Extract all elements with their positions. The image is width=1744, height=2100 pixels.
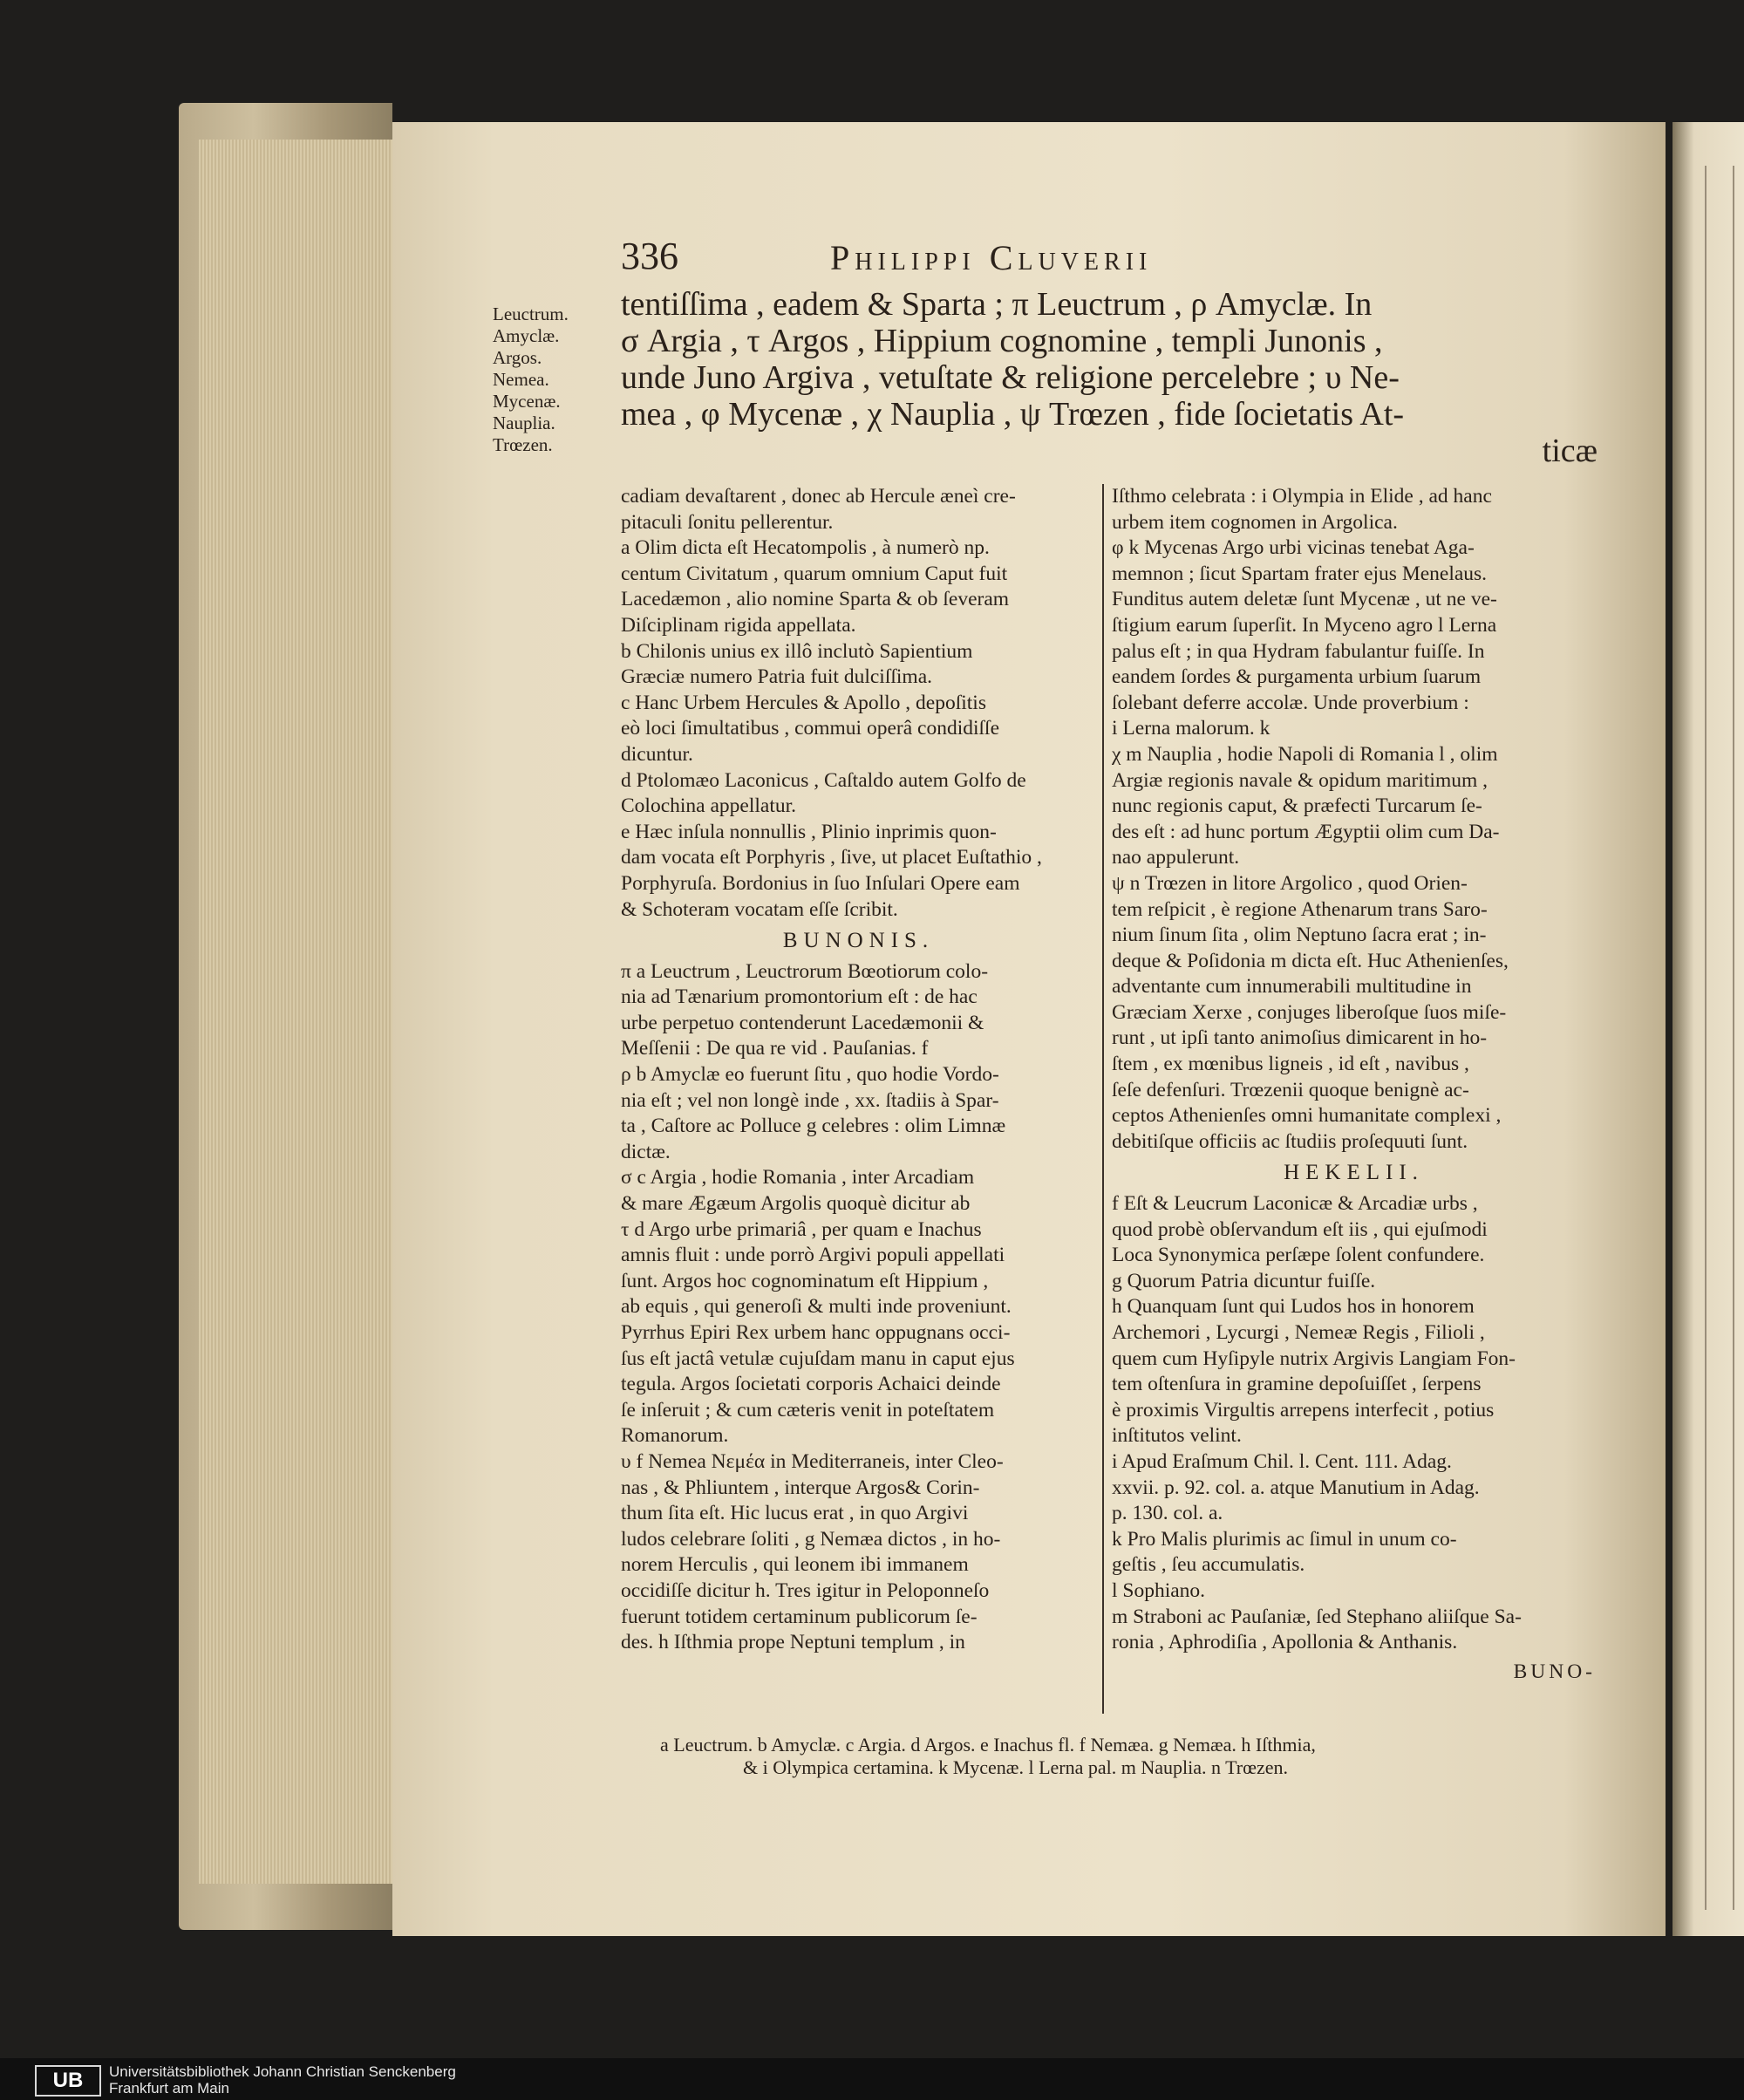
text-line: ſus eſt jactâ vetulæ cujuſdam manu in caput ejus: [621, 1347, 1015, 1370]
text-line: υ f Nemea Νεμέα in Mediterraneis, inter Cleo-: [621, 1449, 1004, 1473]
section-heading: HEKELII.: [1284, 1161, 1424, 1185]
text-line: nia eſt ; vel non longè inde , xx. ſtadiis à Spar-: [621, 1088, 999, 1112]
footer-note-line: & i Olympica certamina. k Mycenæ. l Lerna pal. m Nauplia. n Trœzen.: [743, 1756, 1289, 1778]
text-line: urbe perpetuo contenderunt Lacedæmonii &: [621, 1011, 984, 1034]
text-line: cadiam devaſtarent , donec ab Hercule æneì cre-: [621, 485, 1016, 508]
facing-page-border: [1705, 166, 1734, 1910]
text-line: π a Leuctrum , Leuctrorum Bœotiorum colo-: [621, 959, 989, 983]
main-text-line: ticæ: [1542, 433, 1598, 469]
footer-note-line: a Leuctrum. b Amyclæ. c Argia. d Argos. e Inachus fl. f Nemæa. g Nemæa. h Iſthmia,: [660, 1734, 1316, 1756]
text-line: occidiſſe dicitur h. Tres igitur in Peloponneſo: [621, 1578, 990, 1602]
text-line: nium ſinum ſita , olim Neptuno ſacra erat ; in-: [1112, 924, 1487, 947]
text-line: h Quanquam ſunt qui Ludos hos in honorem: [1112, 1295, 1475, 1319]
text-line: nia ad Tænarium promontorium eſt : de hac: [621, 985, 978, 1009]
text-line: d Ptolomæo Laconicus , Caſtaldo autem Golfo de: [621, 768, 1026, 792]
text-line: xxvii. p. 92. col. a. atque Manutium in Adag.: [1112, 1476, 1480, 1499]
text-line: eò loci ſimultatibus , commui operâ condidiſſe: [621, 717, 1000, 740]
text-line: Romanorum.: [621, 1424, 729, 1448]
main-text-line: σ Argia , τ Argos , Hippium cognomine , templi Junonis ,: [621, 323, 1383, 359]
text-line: Argiæ regionis navale & opidum maritimum ,: [1112, 768, 1488, 792]
text-line: p. 130. col. a.: [1112, 1502, 1223, 1525]
text-line: nunc regionis caput, & præfecti Turcarum ſe-: [1112, 794, 1482, 818]
library-name-line: Universitätsbibliothek Johann Christian Senckenberg: [109, 2063, 456, 2080]
margin-note: Amyclæ.: [493, 325, 560, 346]
text-line: ab equis , qui generoſi & multi inde proveniunt.: [621, 1295, 1012, 1319]
text-line: g Quorum Patria dicuntur fuiſſe.: [1112, 1269, 1376, 1292]
margin-notes: [493, 303, 606, 456]
text-line: Porphyruſa. Bordonius in ſuo Inſulari Opere eam: [621, 871, 1020, 895]
text-line: tegula. Argos ſocietati corporis Achaici deinde: [621, 1373, 1001, 1396]
ub-logo: UB: [35, 2065, 101, 2097]
text-line: urbem item cognomen in Argolica.: [1112, 510, 1398, 534]
text-line: Diſciplinam rigida appellata.: [621, 613, 856, 637]
text-line: palus eſt ; in qua Hydram fabulantur fuiſſe. In: [1112, 639, 1485, 663]
right-column: [1112, 484, 1596, 1685]
margin-note: Trœzen.: [493, 434, 553, 455]
text-line: Colochina appellatur.: [621, 794, 797, 818]
text-line: norem Herculis , qui leonem ibi immanem: [621, 1553, 969, 1577]
margin-note: Nauplia.: [493, 412, 555, 433]
text-line: a Olim dicta eſt Hecatompolis , à numerò np.: [621, 536, 990, 560]
library-name: [109, 2063, 456, 2097]
margin-note: Argos.: [493, 347, 542, 368]
text-line: ſtem , ex mœnibus ligneis , id eſt , navibus ,: [1112, 1053, 1469, 1076]
text-line: tem reſpicit , è regione Athenarum trans Saro-: [1112, 897, 1488, 921]
section-heading: BUNONIS.: [782, 929, 935, 953]
text-line: quem cum Hyſipyle nutrix Argivis Langiam Fon-: [1112, 1347, 1516, 1370]
text-line: nas , & Phliuntem , interque Argos& Corin-: [621, 1476, 980, 1499]
text-line: ronia , Aphrodiſia , Apollonia & Anthanis.: [1112, 1631, 1458, 1654]
text-line: quod probè obſervandum eſt iis , qui ejuſmodi: [1112, 1217, 1488, 1241]
running-head: [621, 234, 1371, 286]
margin-note: Nemea.: [493, 369, 549, 390]
text-line: Archemori , Lycurgi , Nemeæ Regis , Filioli ,: [1112, 1321, 1485, 1344]
text-line: è proximis Virgultis arrepens interfecit , potius: [1112, 1398, 1495, 1422]
text-line: ſunt. Argos hoc cognominatum eſt Hippium ,: [621, 1269, 989, 1292]
text-line: runt , ut ipſi tanto animoſius dimicarent in ho-: [1112, 1026, 1488, 1050]
main-text-line: mea , φ Mycenæ , χ Nauplia , ψ Trœzen , fide ſocietatis At-: [621, 396, 1405, 433]
text-line: pitaculi ſonitu pellerentur.: [621, 510, 834, 534]
text-line: tem oſtenſura in gramine depoſuiſſet , ſerpens: [1112, 1373, 1482, 1396]
text-line: k Pro Malis plurimis ac ſimul in unum co-: [1112, 1527, 1457, 1551]
page-stack: [199, 140, 399, 1884]
text-line: ſtigium earum ſuperſit. In Myceno agro l Lerna: [1112, 613, 1497, 637]
library-bar: [0, 2058, 1744, 2100]
text-line: Funditus autem deletæ ſunt Mycenæ , ut ne ve-: [1112, 588, 1497, 611]
text-line: des eſt : ad hunc portum Ægyptii olim cum Da-: [1112, 820, 1500, 843]
text-line: & mare Ægæum Argolis quoquè dicitur ab: [621, 1192, 971, 1216]
catchword: BUNO-: [1513, 1660, 1596, 1683]
text-line: inſtitutos velint.: [1112, 1424, 1242, 1448]
text-line: ſeſe defenſuri. Trœzenii quoque benignè ac-: [1112, 1078, 1469, 1101]
text-line: ſolebant deferre accolæ. Unde proverbium :: [1112, 691, 1469, 714]
column-rule: [1102, 484, 1104, 1714]
margin-note: Leuctrum.: [493, 303, 569, 324]
text-line: τ d Argo urbe primariâ , per quam e Inachus: [621, 1217, 982, 1241]
text-line: geſtis , ſeu accumulatis.: [1112, 1553, 1305, 1577]
main-text-line: unde Juno Argiva , vetuſtate & religione percelebre ; υ Ne-: [621, 359, 1400, 396]
running-title: Philippi Cluverii: [830, 238, 1153, 277]
text-line: Græciæ numero Patria fuit dulciſſima.: [621, 665, 932, 689]
text-line: σ c Argia , hodie Romania , inter Arcadiam: [621, 1166, 975, 1190]
text-line: dam vocata eſt Porphyris , ſive, ut placet Euſtathio ,: [621, 846, 1042, 869]
text-line: amnis fluit : unde porrò Argivi populi appellati: [621, 1244, 1005, 1267]
text-line: χ m Nauplia , hodie Napoli di Romania l , olim: [1112, 742, 1498, 766]
text-line: & Schoteram vocatam eſſe ſcribit.: [621, 897, 898, 921]
text-line: dicuntur.: [621, 742, 693, 766]
text-line: c Hanc Urbem Hercules & Apollo , depoſitis: [621, 691, 986, 714]
library-location-line: Frankfurt am Main: [109, 2080, 229, 2097]
text-line: e Hæc inſula nonnullis , Plinio inprimis quon-: [621, 820, 997, 843]
text-line: ρ b Amyclæ eo fuerunt ſitu , quo hodie Vordo-: [621, 1063, 999, 1087]
text-line: b Chilonis unius ex illô inclutò Sapientium: [621, 639, 973, 663]
text-line: Pyrrhus Epiri Rex urbem hanc oppugnans occi-: [621, 1321, 1011, 1344]
text-line: ta , Caſtore ac Polluce g celebres : olim Limnæ: [621, 1115, 1006, 1138]
text-line: Iſthmo celebrata : i Olympia in Elide , ad hanc: [1112, 485, 1492, 508]
text-line: ψ n Trœzen in litore Argolico , quod Orien-: [1112, 871, 1468, 895]
text-line: adventante cum innumerabili multitudine in: [1112, 975, 1472, 999]
text-line: Lacedæmon , alio nomine Sparta & ob ſeveram: [621, 588, 1010, 611]
text-line: ſe inſeruit ; & cum cæteris venit in poteſtatem: [621, 1398, 995, 1422]
text-line: φ k Mycenas Argo urbi vicinas tenebat Aga-: [1112, 536, 1475, 560]
text-line: ludos celebrare ſoliti , g Nemæa dictos , in ho-: [621, 1527, 1001, 1551]
text-line: nao appulerunt.: [1112, 846, 1240, 869]
text-line: des. h Iſthmia prope Neptuni templum , in: [621, 1631, 965, 1654]
text-line: f Eſt & Leucrum Laconicæ & Arcadiæ urbs ,: [1112, 1192, 1478, 1216]
text-line: Græciam Xerxe , conjuges liberoſque ſuos miſe-: [1112, 1000, 1507, 1024]
text-line: m Straboni ac Pauſaniæ, ſed Stephano aliiſque Sa-: [1112, 1605, 1522, 1628]
text-line: dictæ.: [621, 1140, 671, 1163]
text-line: l Sophiano.: [1112, 1578, 1206, 1602]
text-line: ceptos Athenienſes omni humanitate complexi ,: [1112, 1104, 1502, 1128]
main-text-line: tentiſſima , eadem & Sparta ; π Leuctrum , ρ Amyclæ. In: [621, 286, 1373, 323]
text-line: deque & Poſidonia m dicta eſt. Huc Athenienſes,: [1112, 949, 1509, 972]
text-line: fuerunt totidem certaminum publicorum ſe-: [621, 1605, 978, 1628]
text-line: Loca Synonymica perſæpe ſolent confundere.: [1112, 1244, 1485, 1267]
text-line: centum Civitatum , quarum omnium Caput fuit: [621, 562, 1008, 585]
margin-note: Mycenæ.: [493, 391, 561, 412]
footer-notes: [660, 1734, 1550, 1779]
page-number: 336: [621, 235, 678, 277]
text-line: debitiſque officiis ac ſtudiis proſequuti ſunt.: [1112, 1129, 1468, 1153]
text-line: memnon ; ſicut Spartam frater ejus Menelaus.: [1112, 562, 1488, 585]
text-line: Meſſenii : De qua re vid . Pauſanias. f: [621, 1037, 929, 1060]
text-line: eandem ſordes & purgamenta urbium ſuarum: [1112, 665, 1482, 689]
text-line: thum ſita eſt. Hic lucus erat , in quo Argivi: [621, 1502, 969, 1525]
text-line: i Lerna malorum. k: [1112, 717, 1271, 740]
text-line: i Apud Eraſmum Chil. l. Cent. 111. Adag.: [1112, 1449, 1452, 1473]
main-text: [621, 286, 1598, 469]
left-column: [621, 484, 1096, 1656]
